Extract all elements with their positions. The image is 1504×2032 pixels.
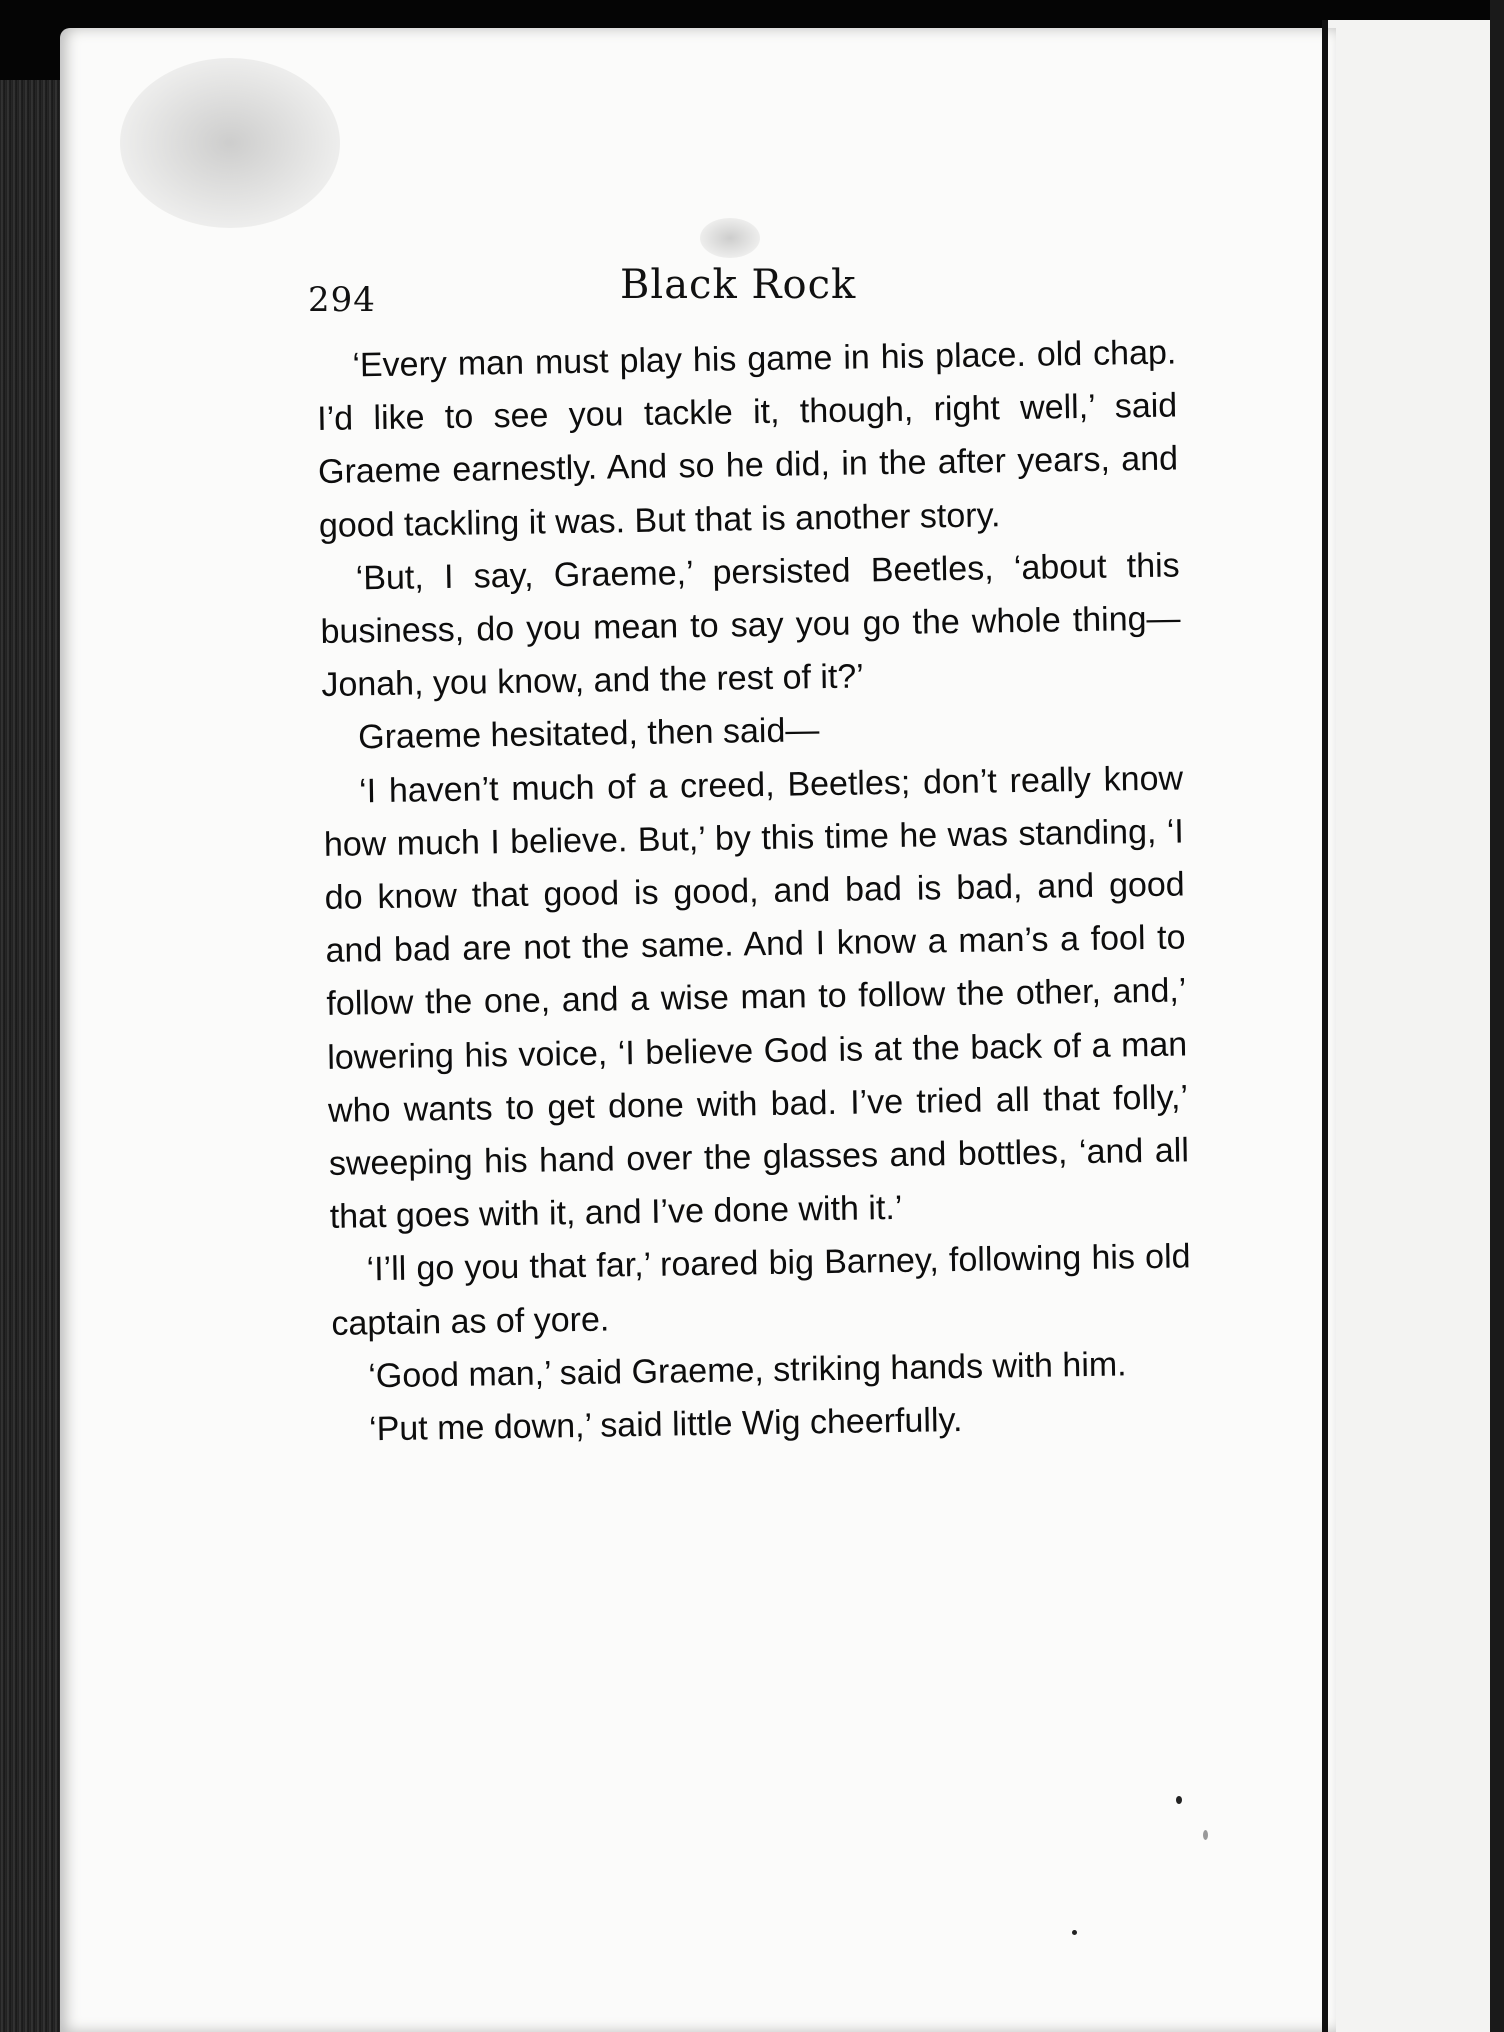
ink-speck — [1176, 1796, 1182, 1804]
paragraph: ‘Every man must play his game in his place. old chap. I’d like to see you tackle it, though, right well,’ said Graeme earnestly. And so he did, in the after years, and good tackling it was. But that is another story. — [316, 333, 1179, 545]
paragraph: ‘But, I say, Graeme,’ persisted Beetles, ‘about this business, do you mean to say you go the whole thing—Jonah, you know, and the rest of it?’ — [320, 546, 1181, 705]
paper-smudge — [700, 218, 760, 258]
ink-speck — [1203, 1830, 1208, 1840]
body-text — [316, 326, 1193, 1457]
running-head — [300, 262, 1200, 322]
gutter-shadow — [1322, 20, 1328, 2032]
paper-smudge — [120, 58, 340, 228]
paragraph: ‘I haven’t much of a creed, Beetles; don’t really know how much I believe. But,’ by this time he was standing, ‘I do know that good is good, and bad is bad, and good and bad are not the same. And I know a man’s a fool to follow the one, and a wise man to follow the other, and,’ lowering his voice, ‘I believe God is at the back of a man who wants to get done with bad. I’ve tried all that folly,’ sweeping his hand over the glasses and bottles, ‘and all that goes with it, and I’ve done with it.’ — [323, 759, 1190, 1237]
paragraph: ‘Good man,’ said Graeme, striking hands with him. — [367, 1345, 1127, 1396]
page-number: 294 — [308, 280, 376, 320]
paragraph: ‘Put me down,’ said little Wig cheerfully. — [368, 1401, 963, 1449]
paragraph: Graeme hesitated, then said— — [357, 711, 820, 757]
facing-page-edge — [1328, 20, 1504, 2032]
running-title: Black Rock — [620, 262, 857, 308]
ink-speck — [1072, 1930, 1077, 1935]
facing-page-shadow — [1490, 0, 1504, 2032]
paragraph: ‘I’ll go you that far,’ roared big Barney, following his old captain as of yore. — [331, 1237, 1191, 1343]
